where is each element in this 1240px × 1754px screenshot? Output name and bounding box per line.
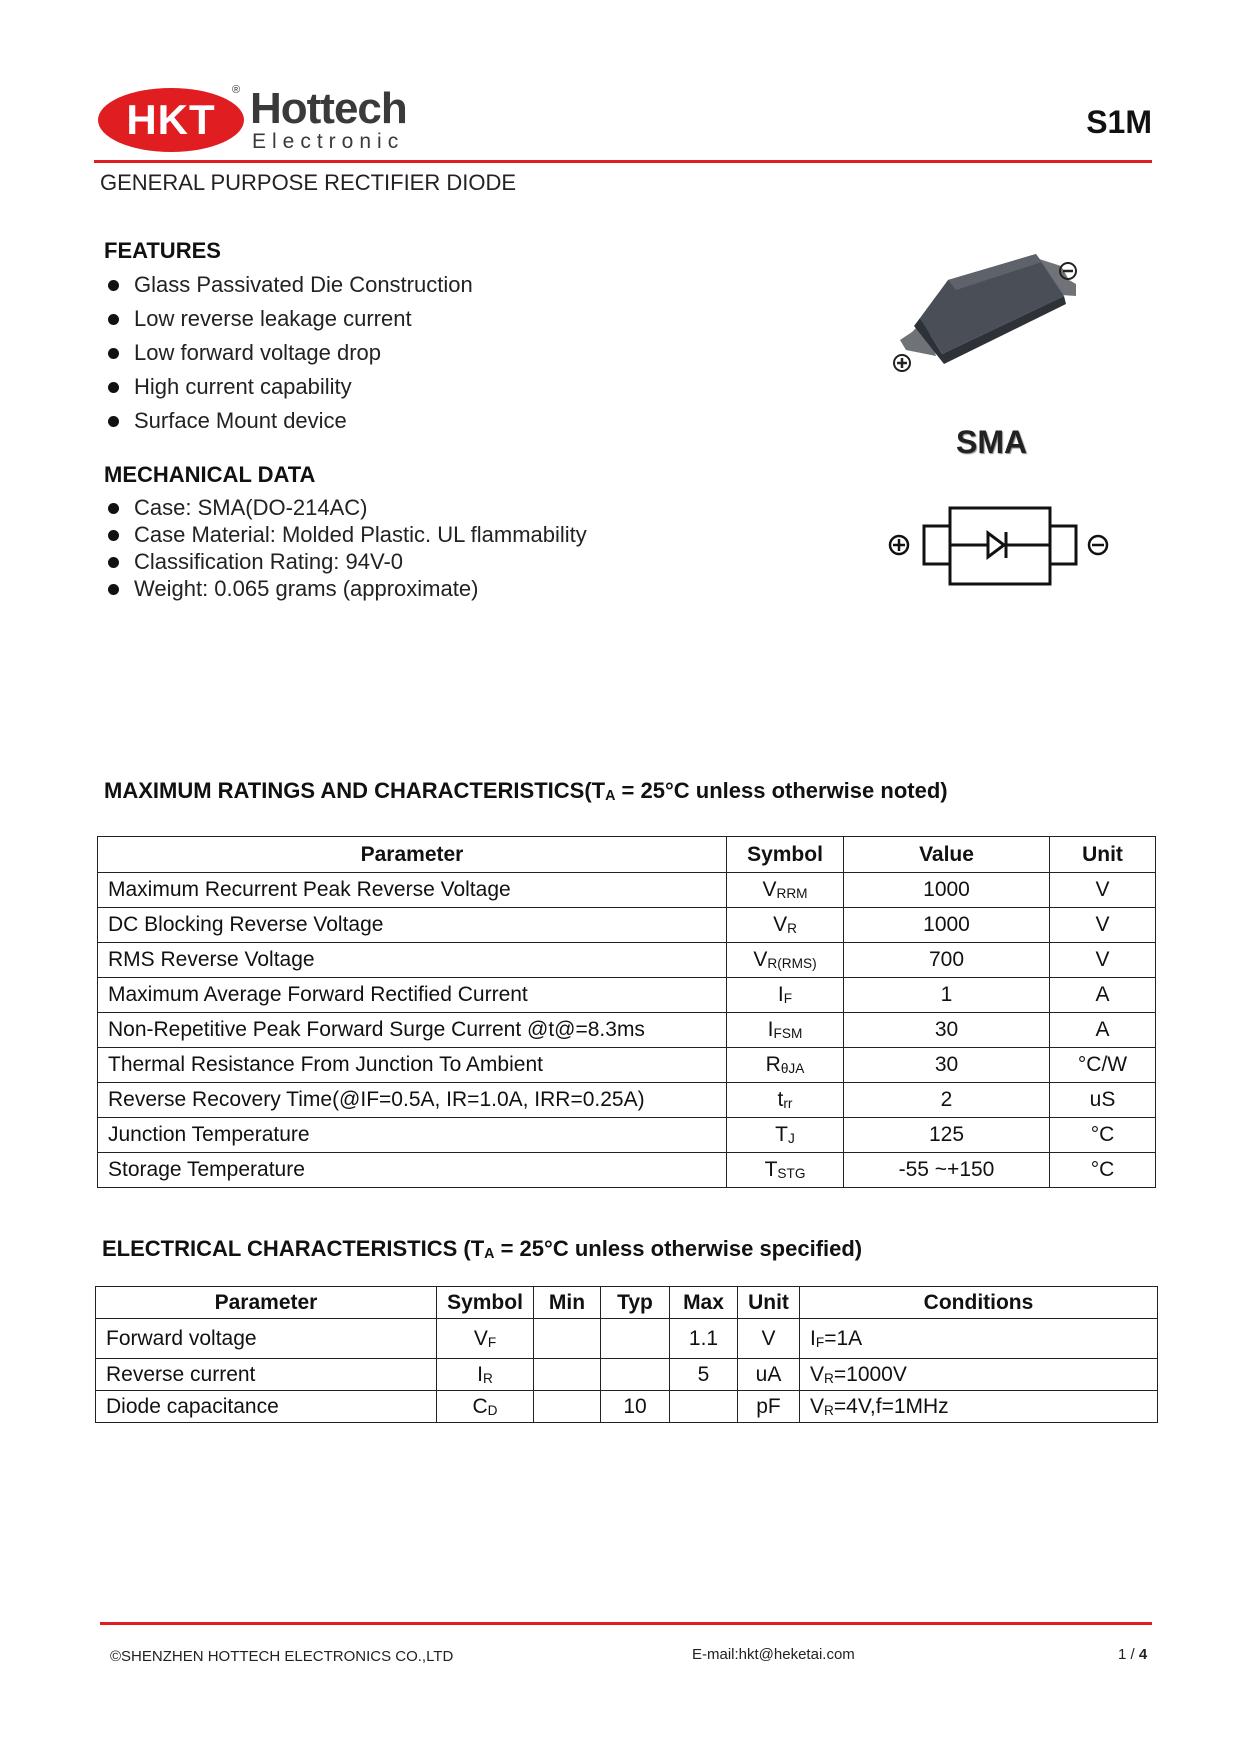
diode-symbol-icon — [884, 500, 1114, 590]
ratings-title: MAXIMUM RATINGS AND $CHARACTERISTICS(T_A = 25^\circ C$ unless otherwise noted) — [104, 778, 948, 805]
value-cell: 1000 — [844, 873, 1050, 908]
value-cell: 30 — [844, 1048, 1050, 1083]
value-cell: 2 — [844, 1083, 1050, 1118]
value-cell: 30 — [844, 1013, 1050, 1048]
parameter-cell: Reverse current — [96, 1359, 437, 1391]
conditions-cell: $V_R=4V,f=1MHz$ — [800, 1391, 1158, 1423]
features-title: FEATURES — [104, 238, 221, 263]
column-header: Parameter — [98, 837, 727, 873]
parameter-cell: Reverse Recovery Time(@IF=0.5A, IR=1.0A, IRR=0.25A) — [98, 1083, 727, 1118]
table-row — [98, 1153, 1156, 1188]
column-header: Value — [844, 837, 1050, 873]
symbol-cell: $t_{rr}$ — [727, 1083, 844, 1118]
list-item: Case: SMA(DO-214AC) — [104, 494, 587, 521]
unit-cell: A — [1050, 978, 1156, 1013]
list-item: Classification Rating: 94V-0 — [104, 548, 587, 575]
typ-cell — [601, 1359, 670, 1391]
unit-cell: V — [1050, 908, 1156, 943]
parameter-cell: Junction Temperature — [98, 1118, 727, 1153]
typ-cell — [601, 1319, 670, 1359]
value-cell: 700 — [844, 943, 1050, 978]
typ-cell: 10 — [601, 1391, 670, 1423]
symbol-cell: $T_{STG}$ — [727, 1153, 844, 1188]
table-row — [98, 1083, 1156, 1118]
electrical-title: ELECTRICAL CHARACTERISTICS ($T_A = 25^\circ C$ unless otherwise specified) — [102, 1236, 863, 1263]
symbol-cell: $V_F$ — [437, 1319, 534, 1359]
footer-email: E-mail:hkt@heketai.com — [692, 1646, 855, 1663]
symbol-cell: $V_{RRM}$ — [727, 873, 844, 908]
parameter-cell: Non-Repetitive Peak Forward Surge Current @t@=8.3ms — [98, 1013, 727, 1048]
column-header: Conditions — [800, 1287, 1158, 1319]
unit-cell: °C/W — [1050, 1048, 1156, 1083]
min-cell — [534, 1319, 601, 1359]
list-item: High current capability — [104, 370, 473, 404]
list-item: Glass Passivated Die Construction — [104, 268, 473, 302]
header-rule — [94, 160, 1152, 163]
part-number: S1M — [1086, 104, 1152, 140]
unit-cell: V — [1050, 873, 1156, 908]
parameter-cell: Thermal Resistance From Junction To Ambient — [98, 1048, 727, 1083]
unit-cell: uS — [1050, 1083, 1156, 1118]
column-header: Symbol — [437, 1287, 534, 1319]
table-row — [98, 873, 1156, 908]
max-cell — [670, 1391, 738, 1423]
min-cell — [534, 1359, 601, 1391]
symbol-cell: $C_D$ — [437, 1391, 534, 1423]
table-row — [98, 908, 1156, 943]
table-row — [96, 1319, 1158, 1359]
max-cell: 1.1 — [670, 1319, 738, 1359]
mechanical-list — [104, 494, 587, 602]
symbol-cell: $V_{R(RMS)}$ — [727, 943, 844, 978]
parameter-cell: RMS Reverse Voltage — [98, 943, 727, 978]
column-header: Unit — [1050, 837, 1156, 873]
max-cell: 5 — [670, 1359, 738, 1391]
page-number: 1 / 4 — [1118, 1646, 1148, 1663]
min-cell — [534, 1391, 601, 1423]
table-row — [98, 943, 1156, 978]
sma-package-image — [886, 246, 1116, 382]
symbol-cell: $I_R$ — [437, 1359, 534, 1391]
column-header: Typ — [601, 1287, 670, 1319]
plus-circle-icon — [891, 352, 913, 374]
value-cell: 1000 — [844, 908, 1050, 943]
unit-cell: °C — [1050, 1153, 1156, 1188]
list-item: Weight: 0.065 grams (approximate) — [104, 575, 587, 602]
unit-cell: °C — [1050, 1118, 1156, 1153]
column-header: Parameter — [96, 1287, 437, 1319]
symbol-cell: $I_{FSM}$ — [727, 1013, 844, 1048]
mechanical-title: MECHANICAL DATA — [104, 462, 316, 487]
brand-name: Hottech — [250, 84, 407, 133]
footer-company: ©SHENZHEN HOTTECH ELECTRONICS CO.,LTD — [110, 1648, 454, 1665]
table-header-row — [96, 1287, 1158, 1319]
parameter-cell: DC Blocking Reverse Voltage — [98, 908, 727, 943]
parameter-cell: Maximum Average Forward Rectified Current — [98, 978, 727, 1013]
table-row — [98, 1013, 1156, 1048]
parameter-cell: Forward voltage — [96, 1319, 437, 1359]
column-header: Max — [670, 1287, 738, 1319]
column-header: Min — [534, 1287, 601, 1319]
value-cell: 1 — [844, 978, 1050, 1013]
list-item: Low reverse leakage current — [104, 302, 473, 336]
unit-cell: V — [738, 1319, 800, 1359]
minus-circle-icon — [1057, 260, 1079, 282]
table-row — [98, 1048, 1156, 1083]
table-row — [96, 1391, 1158, 1423]
value-cell: 125 — [844, 1118, 1050, 1153]
symbol-cell: $T_J$ — [727, 1118, 844, 1153]
unit-cell: uA — [738, 1359, 800, 1391]
value-cell: -55 ~+150 — [844, 1153, 1050, 1188]
features-list — [104, 268, 473, 438]
conditions-cell: $V_R=1000V$ — [800, 1359, 1158, 1391]
list-item: Low forward voltage drop — [104, 336, 473, 370]
symbol-cell: $V_R$ — [727, 908, 844, 943]
unit-cell: A — [1050, 1013, 1156, 1048]
table-header-row — [98, 837, 1156, 873]
column-header: Symbol — [727, 837, 844, 873]
package-name: SMA — [956, 424, 1028, 460]
document-subtitle: GENERAL PURPOSE RECTIFIER DIODE — [100, 170, 517, 195]
list-item: Case Material: Molded Plastic. UL flammability — [104, 521, 587, 548]
brand-subtitle: Electronic — [252, 130, 405, 153]
table-row — [98, 978, 1156, 1013]
unit-cell: V — [1050, 943, 1156, 978]
ratings-table — [97, 836, 1156, 1188]
parameter-cell: Maximum Recurrent Peak Reverse Voltage — [98, 873, 727, 908]
logo-mark: HKT — [98, 88, 244, 152]
symbol-cell: $I_F$ — [727, 978, 844, 1013]
table-row — [96, 1359, 1158, 1391]
parameter-cell: Diode capacitance — [96, 1391, 437, 1423]
table-row — [98, 1118, 1156, 1153]
registered-mark: ® — [232, 84, 241, 96]
conditions-cell: $I_F=1A$ — [800, 1319, 1158, 1359]
list-item: Surface Mount device — [104, 404, 473, 438]
unit-cell: pF — [738, 1391, 800, 1423]
electrical-table — [95, 1286, 1158, 1423]
column-header: Unit — [738, 1287, 800, 1319]
parameter-cell: Storage Temperature — [98, 1153, 727, 1188]
symbol-cell: $R_{\theta JA}$ — [727, 1048, 844, 1083]
footer-rule — [100, 1622, 1152, 1625]
